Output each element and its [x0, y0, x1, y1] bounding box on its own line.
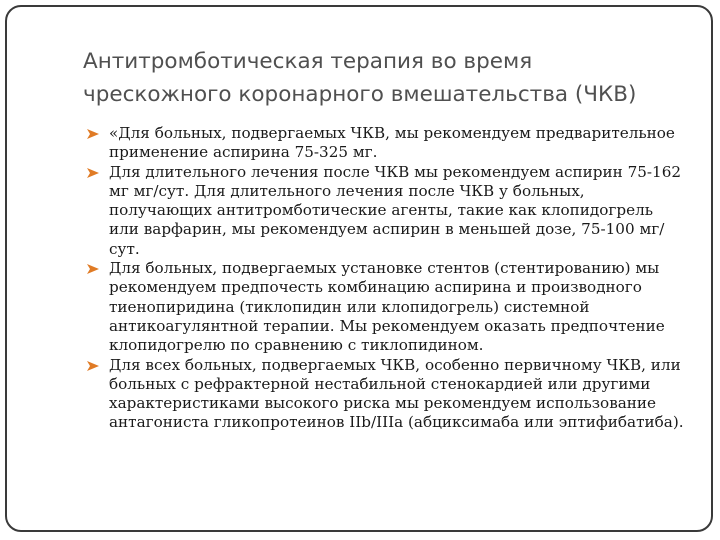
slide-frame [5, 5, 713, 532]
list-item [86, 124, 686, 163]
bullet-marker-shape [87, 361, 99, 371]
bullet-text: Для больных, подвергаемых установке стентов (стентированию) мы рекомендуем предпочесть комбинацию аспирина и производного тиенопиридина (тиклопидин или клопидогрель) системной антикоагулянтной терапии. Мы рекомендуем оказать предпочтение клопидогрелю по сравнению с тиклопидином. [109, 259, 665, 355]
title-line-1: Антитромботическая терапия во время [83, 49, 533, 74]
list-item [86, 356, 686, 433]
bullet-text: Для длительного лечения после ЧКВ мы рекомендуем аспирин 75-162 мг мг/сут. Для длительного лечения после ЧКВ у больных, получающих антитромботические агенты, такие как клопидогрель или варфарин, мы рекомендуем аспирин в меньшей дозе, 75-100 мг/сут. [109, 162, 682, 258]
bullet-text: «Для больных, подвергаемых ЧКВ, мы рекомендуем предварительное применение аспирина 75-325 мг. [109, 124, 675, 162]
bullet-marker-icon [86, 128, 100, 140]
list-item [86, 163, 686, 259]
bullet-text: Для всех больных, подвергаемых ЧКВ, особенно первичному ЧКВ, или больных с рефрактерной нестабильной стенокардией или другими характеристиками высокого риска мы рекомендуем использование антагониста гликопротеинов IIb/IIIa (абциксимаба или эптифибатиба). [109, 355, 684, 432]
slide-title [83, 45, 683, 111]
bullet-marker-shape [87, 168, 99, 178]
bullet-marker-icon [86, 360, 100, 372]
bullet-marker-shape [87, 129, 99, 139]
title-line-2: чрескожного коронарного вмешательства (ЧКВ) [83, 82, 637, 107]
bullet-marker-icon [86, 167, 100, 179]
bullet-list [86, 124, 686, 433]
bullet-marker-shape [87, 264, 99, 274]
bullet-marker-icon [86, 263, 100, 275]
list-item [86, 259, 686, 355]
